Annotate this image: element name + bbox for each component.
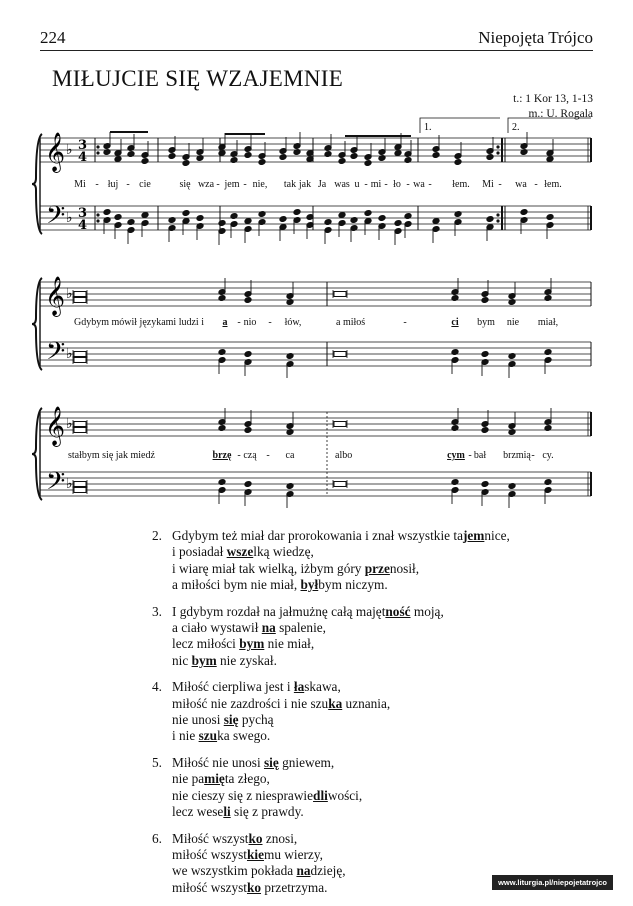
stressed-syllable: się bbox=[223, 712, 239, 728]
note-head bbox=[182, 210, 190, 217]
verse-text: i posiadał bbox=[172, 544, 227, 560]
verse-lines bbox=[172, 604, 444, 670]
lyric-syllable: jem bbox=[224, 179, 240, 190]
verse-text: wości, bbox=[327, 787, 363, 803]
verse-text: nice, bbox=[484, 528, 510, 543]
note-head bbox=[486, 154, 494, 161]
verse-lines bbox=[172, 831, 346, 897]
stressed-syllable: na bbox=[296, 863, 311, 879]
volta-2-bracket bbox=[508, 118, 591, 133]
verse-text: pychą bbox=[238, 712, 274, 728]
note-head bbox=[364, 160, 372, 167]
stressed-syllable: ka bbox=[328, 695, 343, 711]
verse-line bbox=[172, 577, 510, 593]
note-head bbox=[244, 351, 252, 358]
lyric-syllable: - bbox=[364, 179, 368, 190]
note-head bbox=[114, 156, 122, 163]
lyric-syllable: nio bbox=[243, 317, 257, 328]
bass-clef: 𝄢 bbox=[46, 201, 66, 236]
breve-note bbox=[74, 358, 86, 363]
verse-line bbox=[172, 679, 390, 695]
breve-note bbox=[334, 482, 346, 487]
volta-2-label: 2. bbox=[512, 122, 520, 133]
verse-text: lecz wese bbox=[172, 804, 224, 820]
verse-line bbox=[172, 544, 510, 560]
verse-line bbox=[172, 604, 444, 620]
note-head bbox=[486, 216, 494, 223]
repeat-dot bbox=[496, 219, 499, 222]
lyric-syllable: wza bbox=[197, 179, 215, 190]
lyric-syllable: łem. bbox=[452, 179, 470, 190]
verse-text: I gdybym rozdał na jałmużnę całą majęt bbox=[172, 603, 386, 619]
note-head bbox=[350, 153, 358, 160]
note-head bbox=[103, 209, 111, 216]
stressed-syllable: ła bbox=[293, 679, 305, 695]
lyric-syllable: cym bbox=[447, 450, 465, 461]
bass-staff-2 bbox=[40, 342, 591, 366]
verse-line bbox=[172, 728, 390, 744]
verse-text: miłość wszyst bbox=[172, 879, 247, 895]
lyric-syllable: was bbox=[334, 179, 350, 190]
note-head bbox=[454, 159, 462, 166]
stressed-syllable: na bbox=[261, 620, 276, 636]
lyric-syllable: ło bbox=[393, 179, 401, 190]
verse-text: Gdybym też miał dar prorokowania i znał wszystkie ta bbox=[172, 528, 463, 543]
bass-staff-3 bbox=[40, 472, 591, 496]
lyric-syllable: wa bbox=[515, 179, 527, 190]
stressed-syllable: ność bbox=[385, 603, 411, 619]
verse-text: Miłość wszyst bbox=[172, 830, 249, 846]
note-head bbox=[182, 160, 190, 167]
verse-line bbox=[172, 528, 510, 544]
lyric-syllable: Ja bbox=[317, 179, 327, 190]
note-head bbox=[244, 481, 252, 488]
lyric-syllable: brzmią bbox=[503, 450, 531, 461]
breve-note bbox=[74, 428, 86, 433]
verse-text: miłość nie zazdrości i nie szu bbox=[172, 695, 329, 711]
note-head bbox=[481, 297, 489, 304]
verse-text: nie cieszy się z niesprawie bbox=[172, 787, 314, 803]
note-head bbox=[481, 351, 489, 358]
verse-number: 4. bbox=[152, 679, 162, 695]
stressed-syllable: dli bbox=[313, 787, 328, 803]
note-head bbox=[279, 216, 287, 223]
verse-text: ka swego. bbox=[217, 728, 271, 744]
note-head bbox=[279, 154, 287, 161]
lyric-syllable: - bbox=[95, 179, 99, 190]
stressed-syllable: szu bbox=[198, 728, 218, 744]
treble-staff-1 bbox=[40, 138, 591, 162]
stressed-syllable: bym bbox=[191, 652, 217, 668]
verse-text: dzieję, bbox=[310, 863, 346, 879]
breve-note bbox=[74, 352, 86, 357]
lyric-syllable: - bbox=[534, 179, 538, 190]
note-head bbox=[432, 218, 440, 225]
note-head bbox=[168, 153, 176, 160]
verse-line bbox=[172, 880, 346, 896]
repeat-dot bbox=[96, 219, 99, 222]
verse-text: nie zyskał. bbox=[216, 652, 277, 668]
lyric-syllable: Mi bbox=[482, 179, 494, 190]
verse-text: i wiarę miał tak wielką, iżbym góry bbox=[172, 560, 365, 576]
lyric-syllable: jak bbox=[298, 179, 312, 190]
verse-text: skawa, bbox=[304, 679, 341, 695]
lyric-syllable: cie bbox=[139, 179, 151, 190]
verse-line bbox=[172, 620, 444, 636]
breve-note bbox=[334, 292, 346, 297]
note-head bbox=[481, 481, 489, 488]
lyric-syllable: czą bbox=[243, 450, 257, 461]
note-head bbox=[546, 214, 554, 221]
bass-clef: 𝄢 bbox=[46, 337, 66, 372]
verse-text: a ciało wystawił bbox=[172, 620, 262, 636]
verse-text: ta złego, bbox=[224, 771, 270, 787]
lyric-syllable: nie bbox=[506, 317, 520, 328]
verse-line bbox=[172, 653, 444, 669]
verse-text: uznania, bbox=[342, 695, 391, 711]
breve-note bbox=[74, 298, 86, 303]
verse-line bbox=[172, 831, 346, 847]
flat-sign: ♭ bbox=[66, 416, 73, 432]
flat-sign: ♭ bbox=[66, 476, 73, 492]
verse-text: a miłości bym nie miał, bbox=[172, 577, 301, 593]
stressed-syllable: prze bbox=[364, 560, 390, 576]
verse-text: mu wierzy, bbox=[263, 846, 323, 862]
verse-text: lką wiedzę, bbox=[253, 544, 314, 560]
note-head bbox=[394, 220, 402, 227]
verse-text: gniewem, bbox=[278, 754, 335, 770]
lyric-syllable: łów, bbox=[284, 317, 302, 328]
verses bbox=[152, 528, 510, 906]
lyric-syllable: bym bbox=[477, 317, 495, 328]
note-head bbox=[546, 156, 554, 163]
flat-sign: ♭ bbox=[66, 210, 73, 226]
note-head bbox=[432, 152, 440, 159]
lyric-syllable: - bbox=[468, 450, 472, 461]
verse-text: Miłość nie unosi bbox=[172, 754, 264, 770]
verse-line bbox=[172, 696, 390, 712]
verse-lines bbox=[172, 528, 510, 594]
stressed-syllable: li bbox=[223, 804, 231, 820]
note-head bbox=[196, 215, 204, 222]
repeat-dot bbox=[96, 145, 99, 148]
lyric-syllable: albo bbox=[335, 450, 353, 461]
lyric-syllable: - bbox=[384, 179, 388, 190]
verse-line bbox=[172, 804, 362, 820]
verse bbox=[152, 831, 510, 897]
note-head bbox=[244, 297, 252, 304]
breve-note bbox=[334, 352, 346, 357]
note-head bbox=[364, 210, 372, 217]
verse bbox=[152, 528, 510, 594]
note-head bbox=[520, 209, 528, 216]
note-head bbox=[218, 220, 226, 227]
lyric-syllable: - bbox=[243, 179, 247, 190]
time-signature-top: 3 bbox=[78, 138, 88, 153]
repeat-dot bbox=[496, 213, 499, 216]
lyric-syllable: - bbox=[406, 179, 410, 190]
bass-clef: 𝄢 bbox=[46, 467, 66, 502]
verse-text: znosi, bbox=[262, 830, 298, 846]
repeat-dot bbox=[496, 145, 499, 148]
lyric-syllable: się bbox=[179, 179, 191, 190]
verse-line bbox=[172, 636, 444, 652]
verse-text: i nie bbox=[172, 728, 199, 744]
stressed-syllable: ko bbox=[248, 830, 263, 846]
time-signature-bottom: 4 bbox=[78, 150, 88, 165]
breve-note bbox=[74, 422, 86, 427]
note-head bbox=[394, 150, 402, 157]
lyric-syllable: a miłoś bbox=[336, 317, 366, 328]
lyric-syllable: - bbox=[237, 317, 241, 328]
verse-line bbox=[172, 847, 346, 863]
verse-line bbox=[172, 771, 362, 787]
lyric-syllable: - bbox=[268, 317, 272, 328]
stressed-syllable: ko bbox=[246, 879, 262, 895]
lyric-syllable: nie, bbox=[252, 179, 268, 190]
verse-text: nosił, bbox=[389, 560, 420, 576]
verse-number: 2. bbox=[152, 528, 162, 543]
breve-note bbox=[74, 292, 86, 297]
note-head bbox=[338, 212, 346, 219]
verse-line bbox=[172, 788, 362, 804]
verse-number: 3. bbox=[152, 603, 162, 619]
note-head bbox=[244, 152, 252, 159]
song-title: MIŁUJCIE SIĘ WZAJEMNIE bbox=[52, 66, 344, 91]
text-credit: t.: 1 Kor 13, 1-13 bbox=[513, 93, 593, 105]
stressed-syllable: bym bbox=[239, 636, 265, 652]
note-head bbox=[244, 427, 252, 434]
verse-lines bbox=[172, 679, 390, 745]
verse-text: spalenie, bbox=[275, 620, 326, 636]
breve-note bbox=[74, 488, 86, 493]
lyric-syllable: - bbox=[126, 179, 130, 190]
lyric-syllable: tak bbox=[283, 179, 297, 190]
lyric-syllable: - bbox=[403, 317, 407, 328]
stressed-syllable: jem bbox=[462, 528, 485, 543]
verse-text: przetrzyma. bbox=[261, 879, 328, 895]
page-number: 224 bbox=[40, 28, 66, 47]
breve-note bbox=[74, 482, 86, 487]
treble-clef: 𝄞 bbox=[45, 276, 66, 316]
verse-text: moją, bbox=[410, 603, 444, 619]
lyric-syllable: bał bbox=[473, 450, 487, 461]
note-head bbox=[481, 427, 489, 434]
verse-text: nic bbox=[172, 652, 192, 668]
lyric-syllable: cy. bbox=[542, 450, 554, 461]
note-head bbox=[338, 158, 346, 165]
verse-line bbox=[172, 863, 346, 879]
note-head bbox=[293, 209, 301, 216]
lyric-syllable: brzę bbox=[212, 450, 232, 461]
stressed-syllable: był bbox=[300, 577, 319, 593]
note-head bbox=[218, 150, 226, 157]
verse-text: nie miał, bbox=[264, 636, 315, 652]
breve-note bbox=[334, 422, 346, 427]
stressed-syllable: kie bbox=[246, 846, 264, 862]
verse bbox=[152, 755, 510, 821]
note-head bbox=[114, 214, 122, 221]
lyric-syllable: ca bbox=[285, 450, 295, 461]
note-head bbox=[141, 212, 149, 219]
lyric-syllable: mi bbox=[370, 179, 382, 190]
stressed-syllable: mię bbox=[204, 771, 225, 787]
verse-text: bym niczym. bbox=[318, 577, 388, 593]
verse-text: miłość wszyst bbox=[172, 846, 247, 862]
stressed-syllable: wsze bbox=[226, 544, 254, 560]
repeat-dot bbox=[496, 151, 499, 154]
lyric-syllable: u bbox=[354, 179, 360, 190]
note-head bbox=[258, 159, 266, 166]
repeat-dot bbox=[96, 213, 99, 216]
treble-clef: 𝄞 bbox=[45, 132, 66, 172]
bass-staff-1 bbox=[40, 206, 591, 230]
volta-1-bracket bbox=[420, 118, 500, 133]
lyric-syllable: łuj bbox=[107, 179, 119, 190]
flat-sign: ♭ bbox=[66, 142, 73, 158]
lyric-syllable: wa bbox=[413, 179, 425, 190]
note-head bbox=[141, 158, 149, 165]
verse-lines bbox=[172, 755, 362, 821]
verse-text: nie unosi bbox=[172, 712, 224, 728]
lyric-syllable: a bbox=[222, 317, 228, 328]
verse-number: 6. bbox=[152, 830, 162, 846]
watermark: www.liturgia.pl/niepojetatrojco bbox=[492, 875, 613, 890]
flat-sign: ♭ bbox=[66, 346, 73, 362]
lyric-syllable: - bbox=[498, 179, 502, 190]
verse-text: lecz miłości bbox=[172, 636, 240, 652]
lyric-syllable: Gdybym mówił językami ludzi i bbox=[74, 317, 204, 328]
treble-clef: 𝄞 bbox=[45, 406, 66, 446]
verse-text: się z prawdy. bbox=[230, 804, 304, 820]
running-title: Niepojęta Trójco bbox=[478, 28, 593, 47]
time-signature-bottom: 4 bbox=[78, 218, 88, 233]
repeat-dot bbox=[96, 151, 99, 154]
time-signature-top: 3 bbox=[78, 206, 88, 221]
lyric-syllable: stałbym się jak miedź bbox=[68, 450, 155, 461]
verse-number: 5. bbox=[152, 754, 162, 770]
verse-line bbox=[172, 561, 510, 577]
volta-1-label: 1. bbox=[424, 122, 432, 133]
lyric-syllable: ci bbox=[451, 317, 459, 328]
stressed-syllable: się bbox=[263, 754, 279, 770]
note-head bbox=[244, 218, 252, 225]
note-head bbox=[378, 215, 386, 222]
verse-line bbox=[172, 755, 362, 771]
lyric-syllable: miał, bbox=[537, 317, 559, 328]
lyric-syllable: - bbox=[531, 450, 535, 461]
verse-text: Miłość cierpliwa jest i bbox=[172, 679, 294, 695]
lyric-syllable: - bbox=[266, 450, 270, 461]
lyric-syllable: Mi bbox=[74, 179, 86, 190]
verse bbox=[152, 604, 510, 670]
verse-text: nie pa bbox=[172, 771, 205, 787]
lyric-syllable: - bbox=[216, 179, 220, 190]
verse bbox=[152, 679, 510, 745]
lyric-syllable: łem. bbox=[544, 179, 562, 190]
flat-sign: ♭ bbox=[66, 286, 73, 302]
lyric-syllable: - bbox=[237, 450, 241, 461]
verse-text: we wszystkim pokłada bbox=[172, 863, 297, 879]
lyric-syllable: - bbox=[428, 179, 432, 190]
verse-line bbox=[172, 712, 390, 728]
music-credit: m.: U. Rogala bbox=[528, 108, 593, 120]
